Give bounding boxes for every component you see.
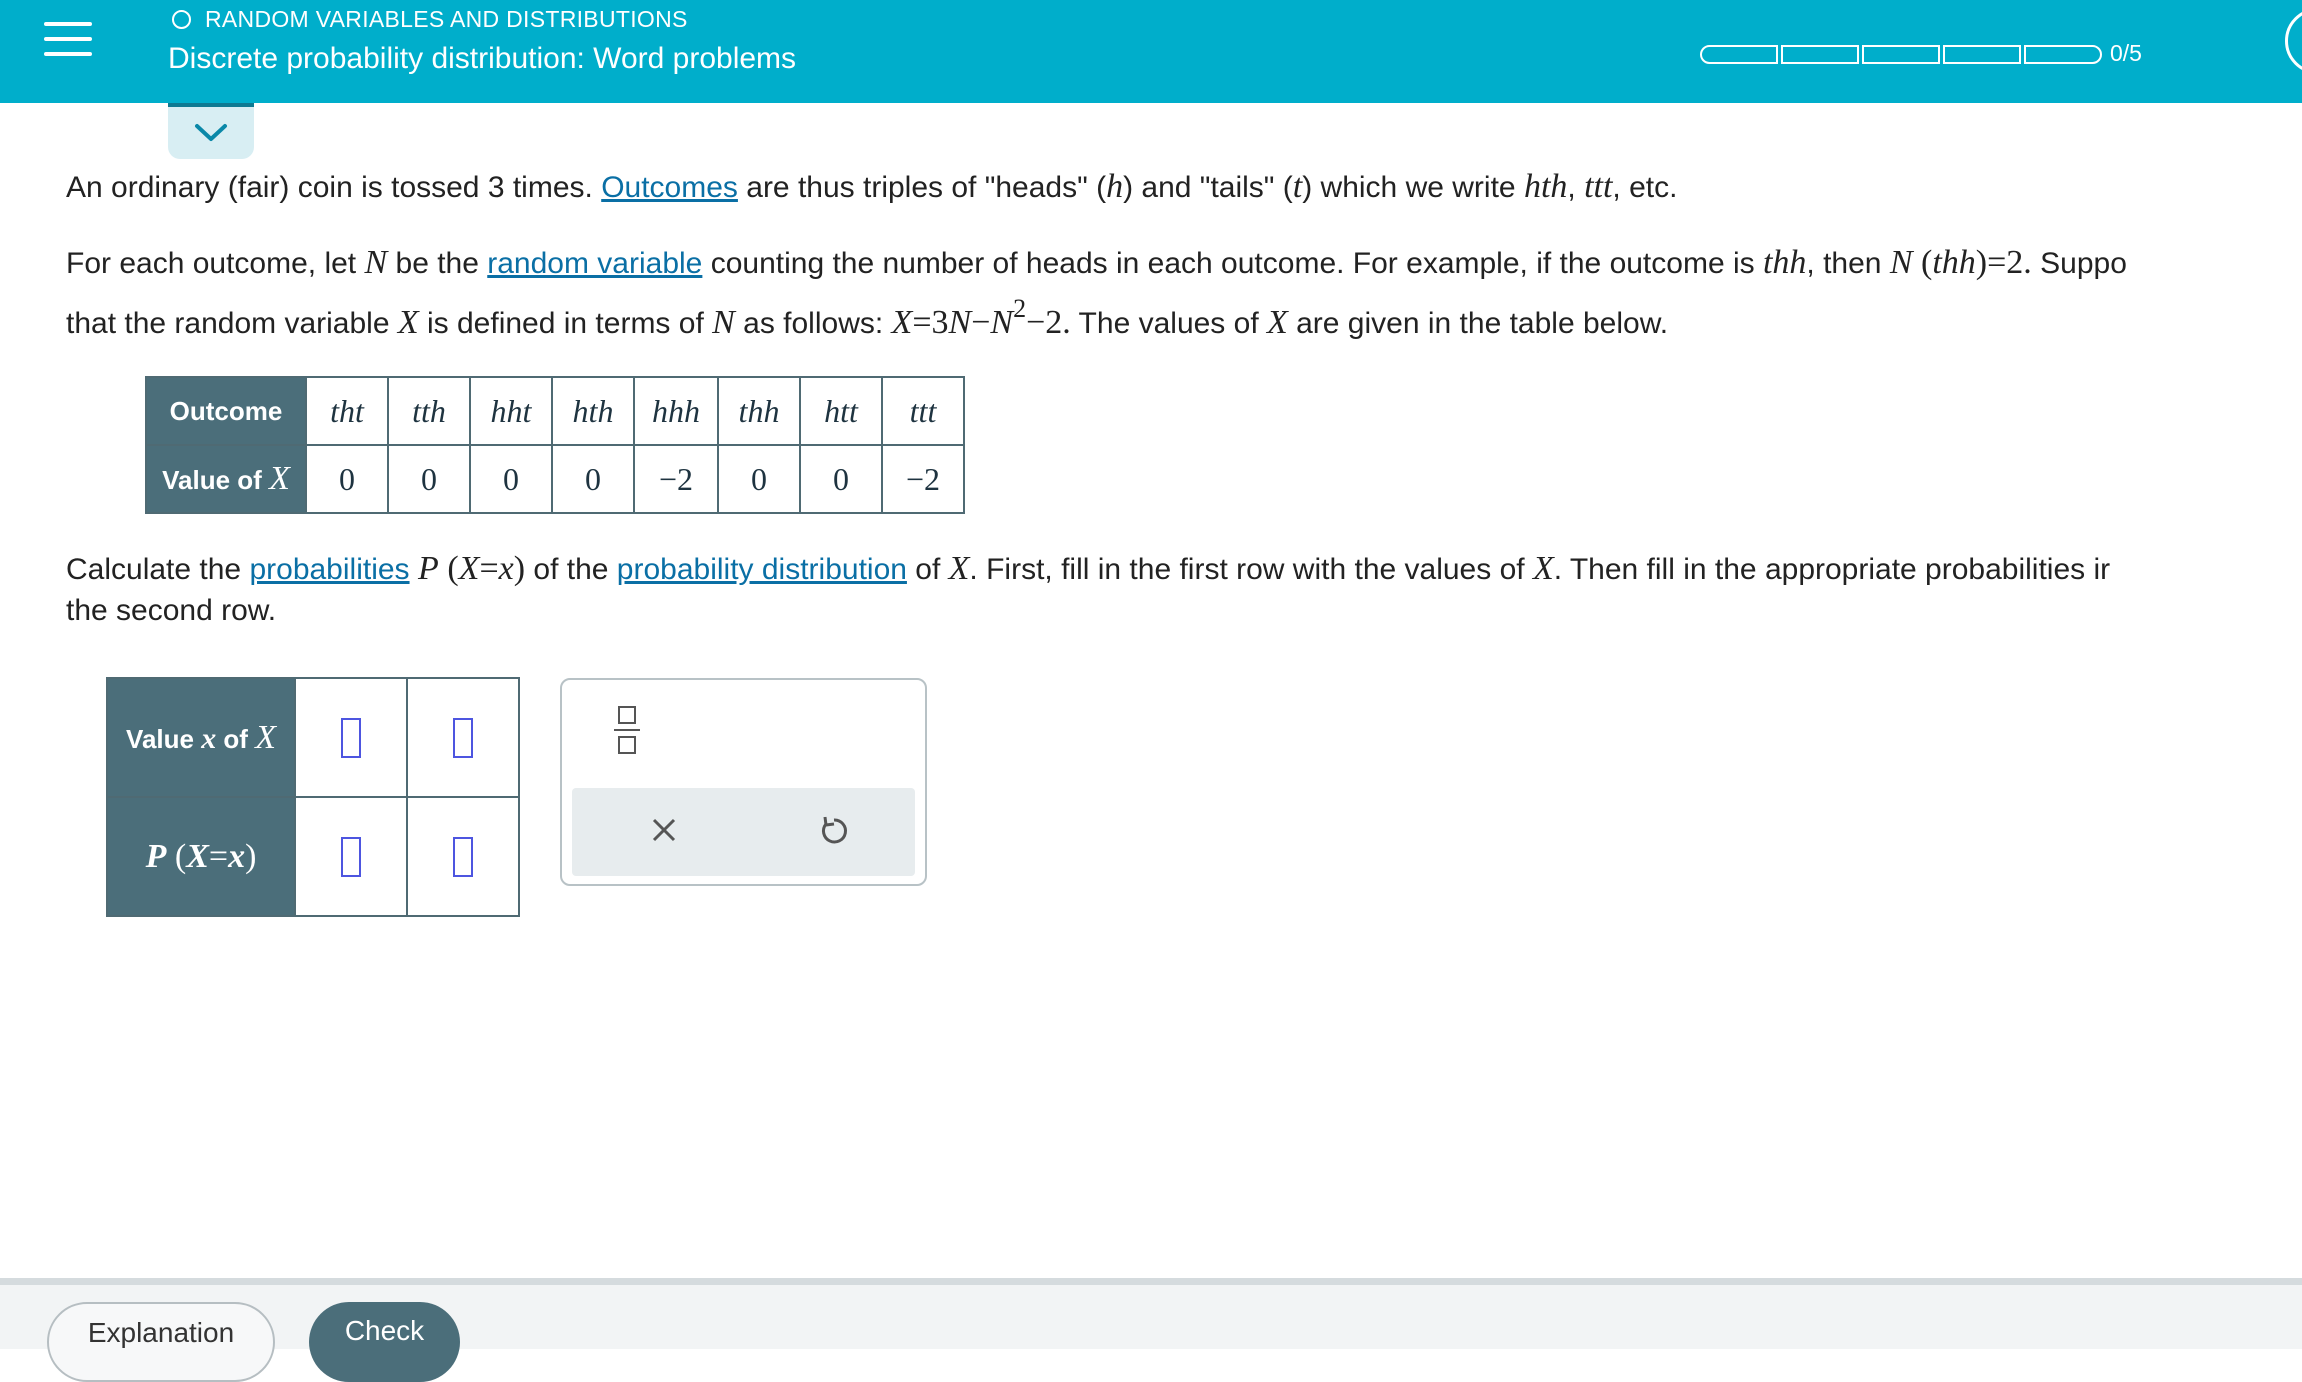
problem-paragraph-5: the second row. [66,594,277,627]
math-var: t [1292,168,1303,205]
text: is defined in terms of [418,307,713,340]
keypad-action-bar [572,788,915,876]
math-var: X [891,304,913,341]
close-icon[interactable] [644,810,684,850]
text: are thus triples of "heads" ( [737,171,1107,204]
outcome-cell: htt [800,377,882,445]
text: of [216,723,256,754]
progress-segment [1862,45,1940,64]
random-variable-link[interactable]: random variable [487,247,703,280]
text: Value [126,723,202,754]
outcome-cell: ttt [882,377,964,445]
math-var: P [409,550,439,587]
progress-segment [2024,45,2102,64]
text: Value of [162,465,270,495]
text: The values of [1070,307,1267,340]
math-var: X [458,550,480,587]
outcome-cell: hth [552,377,634,445]
text: ) which we write [1302,171,1524,204]
math-var: X [397,304,419,341]
progress-count: 0/5 [2110,40,2142,66]
value-input-cell[interactable] [407,678,519,797]
math-exponent: 2 [1013,294,1027,323]
value-cell: 0 [388,445,470,513]
menu-icon[interactable] [44,22,92,62]
math-paren: ) [513,550,526,587]
outcome-value-table [145,376,965,514]
outcome-cell: tth [388,377,470,445]
math-var: X [1532,550,1554,587]
explanation-button[interactable]: Explanation [47,1302,275,1382]
math-var: X [948,550,970,587]
fraction-bar [614,729,640,731]
text: that the random variable [66,307,398,340]
math-var: P [145,837,167,875]
table-row [146,377,964,445]
math-keypad [560,678,927,886]
chevron-down-icon [193,122,229,144]
math-paren: ) [245,837,257,875]
text: counting the number of heads in each outcome. For example, if the outcome is [702,247,1763,280]
collapse-toggle[interactable] [168,103,254,159]
progress-segment [1943,45,2021,64]
value-cell: −2 [882,445,964,513]
table-row [107,678,519,797]
text: are given in the table below. [1287,307,1669,340]
text: ) and "tails" ( [1123,171,1293,204]
value-input-cell[interactable] [295,678,407,797]
probability-header [107,797,295,916]
text: For each outcome, let [66,247,365,280]
math-var: N [364,244,388,281]
probabilities-link[interactable]: probabilities [249,553,410,586]
probability-input-cell[interactable] [407,797,519,916]
problem-paragraph-3 [66,294,1669,342]
math-paren: ) [1975,244,1988,281]
math-var: N [948,304,972,341]
math-paren: ( [1912,244,1933,281]
value-cell: −2 [634,445,718,513]
text: An ordinary (fair) coin is tossed 3 times. [66,171,602,204]
probability-input-cell[interactable] [295,797,407,916]
avatar[interactable] [2285,8,2302,74]
math-text: =2. [1987,244,2032,281]
math-var: X [1267,304,1288,341]
text: Calculate the [66,553,250,586]
topic-circle-icon [172,10,191,29]
topic-label [172,6,688,33]
value-cell: 0 [306,445,388,513]
progress-segment [1781,45,1859,64]
math-text: −2. [1026,304,1071,341]
math-paren: ( [438,550,459,587]
outcome-cell: hht [470,377,552,445]
math-text: =3 [912,304,949,341]
text: . First, fill in the first row with the values of [969,553,1533,586]
fraction-numerator-box [618,706,636,724]
progress-bar [1700,45,2105,64]
math-var: N [990,304,1014,341]
text: be the [387,247,488,280]
text: as follows: [734,307,892,340]
probability-input-2[interactable] [453,837,473,877]
math-var: h [1106,168,1124,205]
text: of [906,553,949,586]
math-var: thh [1932,244,1976,281]
progress-segment [1700,45,1778,64]
text: Suppo [2031,247,2127,280]
outcomes-link[interactable]: Outcomes [601,171,738,204]
math-var: ttt [1584,168,1613,205]
top-header [0,0,2302,103]
check-button[interactable]: Check [309,1302,460,1382]
math-var: X [269,460,290,497]
text: . Then fill in the appropriate probabilities ir [1553,553,2111,586]
fraction-icon[interactable] [612,706,642,762]
math-var: x [201,721,217,755]
topic-text: RANDOM VARIABLES AND DISTRIBUTIONS [205,6,688,32]
math-var: thh [1762,244,1807,281]
math-var: X [255,718,276,756]
page-title: Discrete probability distribution: Word problems [168,42,797,75]
answer-table [106,677,520,917]
problem-paragraph-1 [66,168,1677,206]
text: , [1567,171,1585,204]
problem-paragraph-2 [66,244,2127,282]
math-text: = [479,550,499,587]
table-row [107,797,519,916]
math-paren: ( [166,837,187,875]
value-input-1[interactable] [341,718,361,758]
text: , etc. [1612,171,1678,204]
math-var: N [1889,244,1913,281]
probability-input-1[interactable] [341,837,361,877]
math-var: x [498,550,514,587]
outcome-header: Outcome [146,377,306,445]
probability-distribution-link[interactable]: probability distribution [616,553,907,586]
undo-icon[interactable] [814,810,854,850]
fraction-denominator-box [618,736,636,754]
outcome-cell: thh [718,377,800,445]
math-text: − [971,304,991,341]
value-cell: 0 [552,445,634,513]
value-cell: 0 [470,445,552,513]
math-var: X [186,837,209,875]
value-input-2[interactable] [453,718,473,758]
value-cell: 0 [718,445,800,513]
value-header [146,445,306,513]
math-var: hth [1523,168,1568,205]
text: , then [1806,247,1890,280]
value-x-header [107,678,295,797]
outcome-cell: tht [306,377,388,445]
math-var: N [712,304,735,341]
outcome-cell: hhh [634,377,718,445]
math-var: x [228,837,246,875]
math-text: = [208,837,229,875]
value-cell: 0 [800,445,882,513]
table-row [146,445,964,513]
problem-paragraph-4 [66,550,2110,588]
text: of the [525,553,617,586]
